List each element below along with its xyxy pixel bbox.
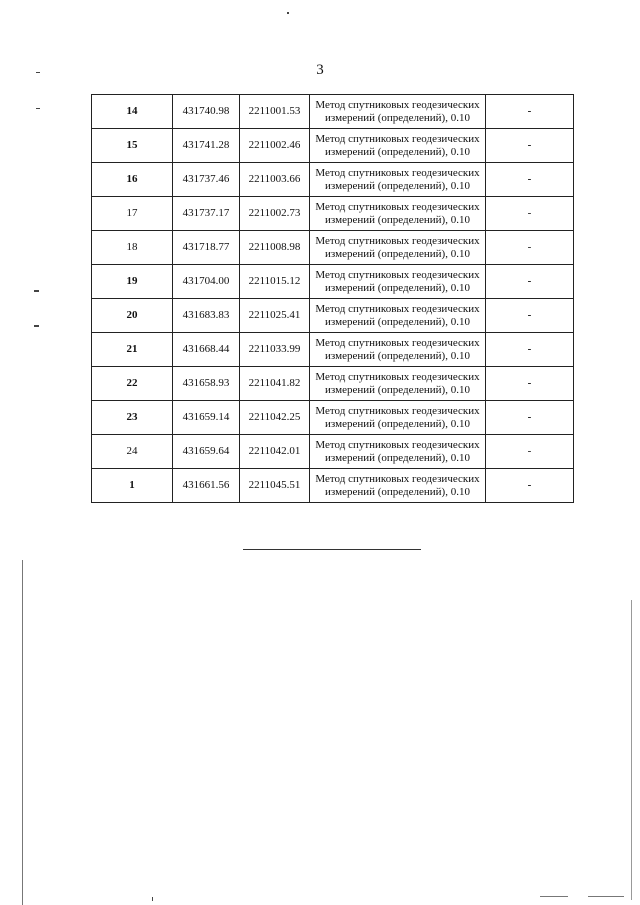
y-coordinate-cell: 2211041.82	[240, 367, 310, 401]
method-cell	[310, 435, 486, 469]
y-coordinate-cell: 2211042.25	[240, 401, 310, 435]
extra-cell: -	[486, 129, 574, 163]
extra-cell: -	[486, 231, 574, 265]
extra-cell: -	[486, 299, 574, 333]
method-cell	[310, 333, 486, 367]
point-number-cell: 16	[92, 163, 173, 197]
method-cell	[310, 367, 486, 401]
method-text-line: измерений (определений), 0.10	[325, 485, 470, 498]
table-row	[92, 163, 574, 197]
table-row	[92, 435, 574, 469]
x-coordinate-cell: 431718.77	[173, 231, 240, 265]
method-text-line: измерений (определений), 0.10	[325, 451, 470, 464]
method-cell	[310, 129, 486, 163]
method-text-line: измерений (определений), 0.10	[325, 417, 470, 430]
point-number-cell: 19	[92, 265, 173, 299]
scan-edge-line	[22, 560, 23, 905]
y-coordinate-cell: 2211003.66	[240, 163, 310, 197]
point-number-cell: 17	[92, 197, 173, 231]
method-text-line: измерений (определений), 0.10	[325, 213, 470, 226]
method-text-line: Метод спутниковых геодезических	[315, 472, 480, 485]
method-text-line: измерений (определений), 0.10	[325, 111, 470, 124]
y-coordinate-cell: 2211042.01	[240, 435, 310, 469]
table-row	[92, 265, 574, 299]
x-coordinate-cell: 431737.46	[173, 163, 240, 197]
extra-cell: -	[486, 401, 574, 435]
extra-cell: -	[486, 435, 574, 469]
coordinates-table	[91, 94, 574, 503]
signature-line	[243, 549, 421, 550]
y-coordinate-cell: 2211025.41	[240, 299, 310, 333]
point-number-cell: 23	[92, 401, 173, 435]
method-cell	[310, 197, 486, 231]
table-row	[92, 95, 574, 129]
method-text-line: измерений (определений), 0.10	[325, 281, 470, 294]
method-text-line: Метод спутниковых геодезических	[315, 302, 480, 315]
y-coordinate-cell: 2211002.73	[240, 197, 310, 231]
x-coordinate-cell: 431683.83	[173, 299, 240, 333]
table-row	[92, 197, 574, 231]
x-coordinate-cell: 431661.56	[173, 469, 240, 503]
scan-dash	[34, 290, 39, 292]
table-row	[92, 129, 574, 163]
method-text-line: Метод спутниковых геодезических	[315, 268, 480, 281]
method-text-line: Метод спутниковых геодезических	[315, 234, 480, 247]
scan-dot	[287, 12, 289, 14]
scan-dash	[36, 108, 40, 109]
scan-edge-line	[631, 600, 632, 900]
scan-dash	[540, 896, 568, 897]
scan-dot	[152, 897, 153, 901]
extra-cell: -	[486, 163, 574, 197]
y-coordinate-cell: 2211045.51	[240, 469, 310, 503]
point-number-cell: 15	[92, 129, 173, 163]
y-coordinate-cell: 2211001.53	[240, 95, 310, 129]
table-row	[92, 401, 574, 435]
method-text-line: измерений (определений), 0.10	[325, 315, 470, 328]
point-number-cell: 21	[92, 333, 173, 367]
method-cell	[310, 231, 486, 265]
extra-cell: -	[486, 95, 574, 129]
scan-dash	[588, 896, 624, 897]
scan-dash	[36, 72, 40, 73]
x-coordinate-cell: 431740.98	[173, 95, 240, 129]
method-text-line: измерений (определений), 0.10	[325, 247, 470, 260]
point-number-cell: 1	[92, 469, 173, 503]
extra-cell: -	[486, 333, 574, 367]
table-row	[92, 333, 574, 367]
extra-cell: -	[486, 265, 574, 299]
extra-cell: -	[486, 197, 574, 231]
method-cell	[310, 469, 486, 503]
point-number-cell: 20	[92, 299, 173, 333]
method-text-line: измерений (определений), 0.10	[325, 383, 470, 396]
scan-dash	[34, 325, 39, 327]
method-cell	[310, 401, 486, 435]
method-cell	[310, 95, 486, 129]
method-text-line: Метод спутниковых геодезических	[315, 98, 480, 111]
y-coordinate-cell: 2211008.98	[240, 231, 310, 265]
method-text-line: Метод спутниковых геодезических	[315, 200, 480, 213]
method-text-line: Метод спутниковых геодезических	[315, 132, 480, 145]
y-coordinate-cell: 2211033.99	[240, 333, 310, 367]
y-coordinate-cell: 2211015.12	[240, 265, 310, 299]
point-number-cell: 18	[92, 231, 173, 265]
table-row	[92, 231, 574, 265]
method-text-line: Метод спутниковых геодезических	[315, 404, 480, 417]
method-text-line: Метод спутниковых геодезических	[315, 336, 480, 349]
point-number-cell: 22	[92, 367, 173, 401]
table-row	[92, 469, 574, 503]
method-text-line: измерений (определений), 0.10	[325, 349, 470, 362]
y-coordinate-cell: 2211002.46	[240, 129, 310, 163]
x-coordinate-cell: 431704.00	[173, 265, 240, 299]
x-coordinate-cell: 431659.64	[173, 435, 240, 469]
method-cell	[310, 265, 486, 299]
x-coordinate-cell: 431737.17	[173, 197, 240, 231]
coordinates-table-body	[92, 95, 574, 503]
method-text-line: Метод спутниковых геодезических	[315, 438, 480, 451]
x-coordinate-cell: 431668.44	[173, 333, 240, 367]
method-text-line: Метод спутниковых геодезических	[315, 166, 480, 179]
method-cell	[310, 163, 486, 197]
x-coordinate-cell: 431659.14	[173, 401, 240, 435]
point-number-cell: 24	[92, 435, 173, 469]
method-text-line: измерений (определений), 0.10	[325, 179, 470, 192]
point-number-cell: 14	[92, 95, 173, 129]
x-coordinate-cell: 431658.93	[173, 367, 240, 401]
method-cell	[310, 299, 486, 333]
extra-cell: -	[486, 367, 574, 401]
table-row	[92, 299, 574, 333]
table-row	[92, 367, 574, 401]
x-coordinate-cell: 431741.28	[173, 129, 240, 163]
extra-cell: -	[486, 469, 574, 503]
page-number: 3	[316, 62, 324, 78]
method-text-line: Метод спутниковых геодезических	[315, 370, 480, 383]
method-text-line: измерений (определений), 0.10	[325, 145, 470, 158]
